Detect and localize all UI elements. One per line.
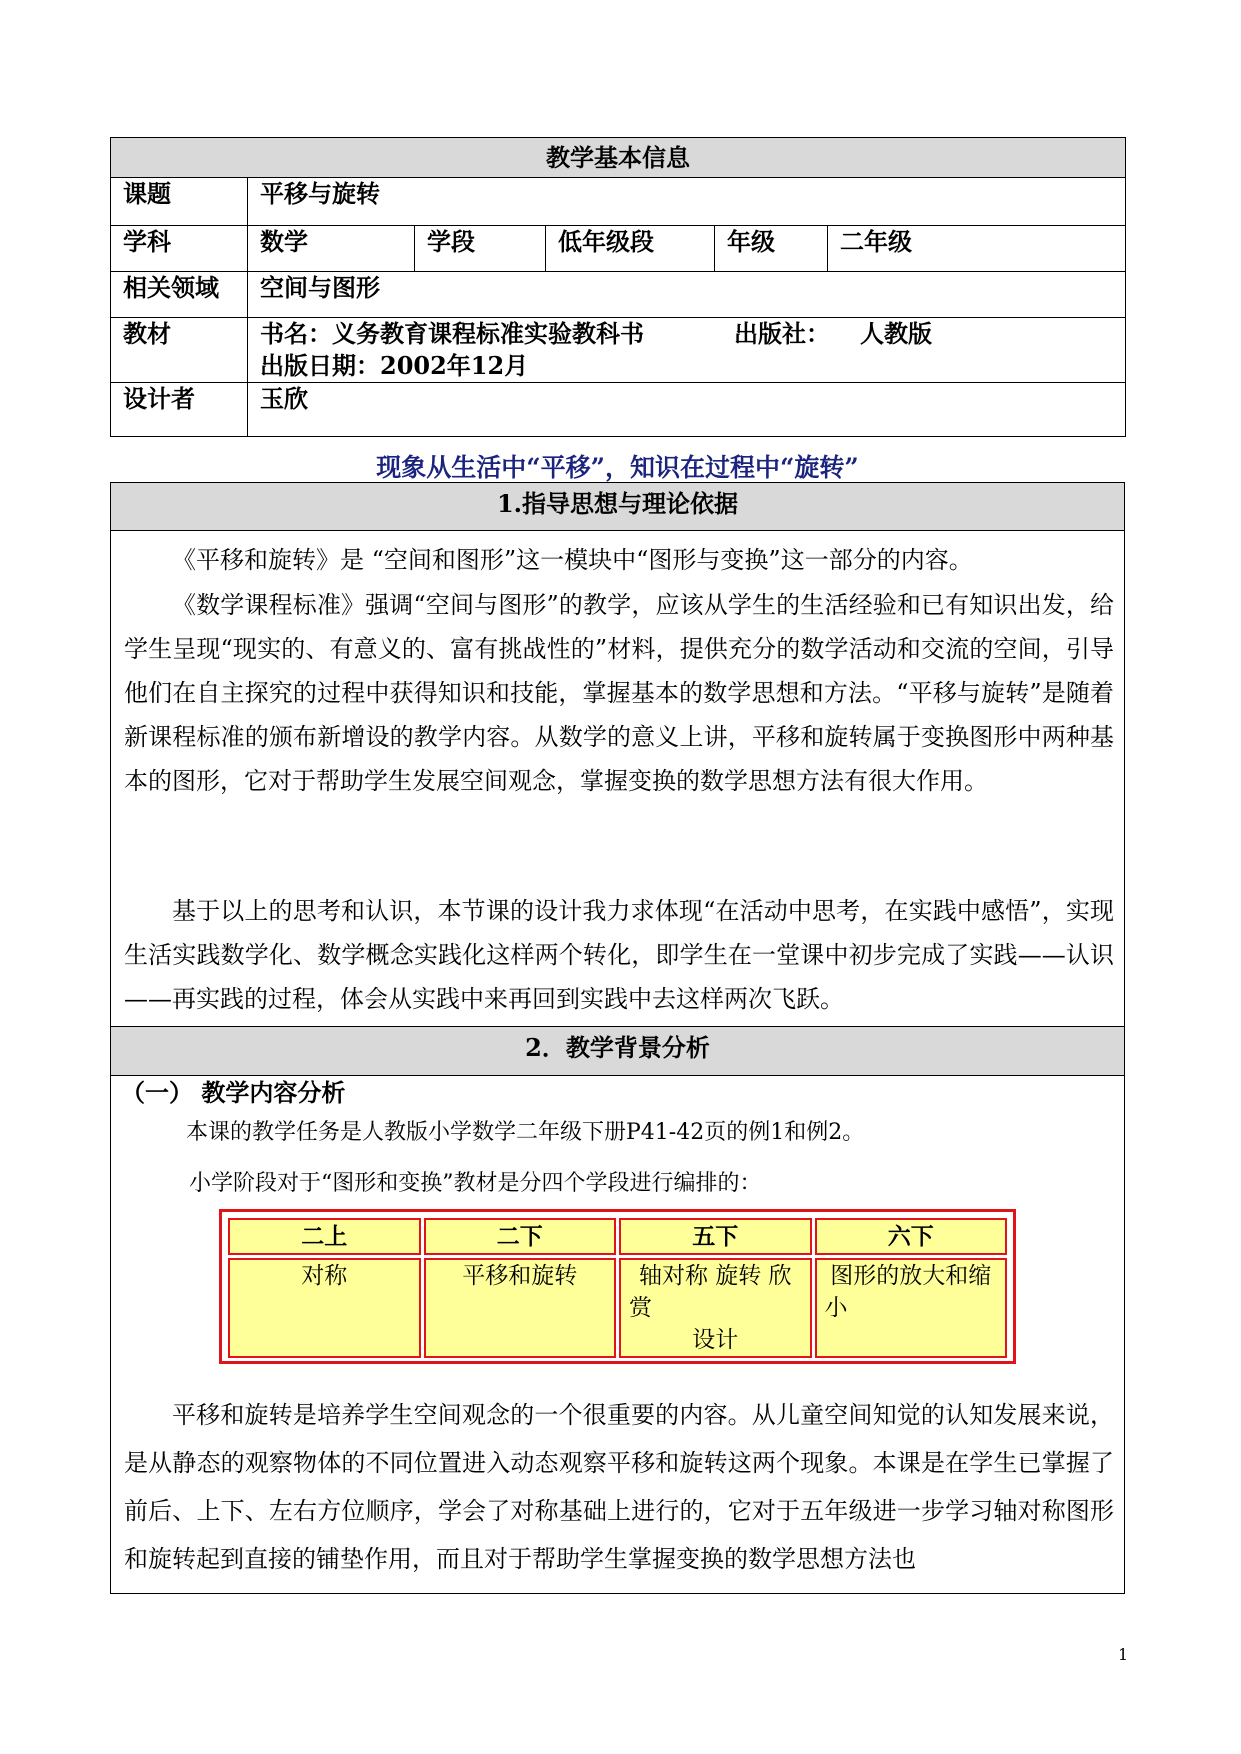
- stage-header: 六下: [815, 1218, 1008, 1255]
- grade-value: 二年级: [828, 226, 1126, 272]
- info-table-header: 教学基本信息: [111, 138, 1126, 178]
- section-2-paragraph: 平移和旋转是培养学生空间观念的一个很重要的内容。从儿童空间知觉的认知发展来说，是从静态的观察物体的不同位置进入动态观察平移和旋转这两个现象。本课是在学生已掌握了前后、上下、左右方位顺序，学会了对称基础上进行的，它对于五年级进一步学习轴对称图形和旋转起到直接的铺垫作用，而且对于帮助学生掌握变换的数学思想方法也: [124, 1401, 1114, 1573]
- topic-label: 课题: [111, 178, 248, 226]
- section-1-paragraph-1: 《平移和旋转》是 “空间和图形”这一模块中“图形与变换”这一部分的内容。: [172, 546, 973, 574]
- page-number: 1: [1118, 1645, 1129, 1664]
- section-1-title: 1.指导思想与理论依据: [111, 483, 1124, 531]
- subject-label: 学科: [111, 226, 248, 272]
- section-2-title: 2．教学背景分析: [111, 1026, 1124, 1076]
- book-name: 书名：义务教育课程标准实验教科书: [260, 319, 644, 348]
- section-1-paragraph-3: 基于以上的思考和认识，本节课的设计我力求体现“在活动中思考，在实践中感悟”，实现生活实践数学化、数学概念实践化这样两个转化，即学生在一堂课中初步完成了实践——认识——再实践的过程，体会从实践中来再回到实践中去这样两次飞跃。: [124, 897, 1114, 1013]
- content-line-1: 本课的教学任务是人教版小学数学二年级下册P41-42页的例1和例2。: [186, 1120, 865, 1145]
- textbook-label: 教材: [111, 318, 248, 383]
- stages-table: [219, 1209, 1016, 1364]
- stage-cell: 图形的放大和缩小: [815, 1258, 1008, 1358]
- designer-label: 设计者: [111, 383, 248, 437]
- textbook-value: [248, 318, 1126, 383]
- lesson-motto: 现象从生活中“平移”，知识在过程中“旋转”: [376, 453, 859, 482]
- subsection-title: （一） 教学内容分析: [121, 1078, 346, 1107]
- designer-value: 玉欣: [248, 383, 1126, 437]
- stage-header: 二上: [228, 1218, 421, 1255]
- stage-cell: 平移和旋转: [424, 1258, 617, 1358]
- stage-cell-text: 设计: [692, 1327, 739, 1353]
- content-frame: [110, 482, 1125, 1594]
- content-line-2: 小学阶段对于“图形和变换”教材是分四个学段进行编排的：: [189, 1171, 762, 1196]
- grade-label: 年级: [715, 226, 828, 272]
- stage-cell: [619, 1258, 812, 1358]
- stage-cell-text: 轴对称 旋转 欣赏: [629, 1263, 792, 1321]
- section-1-paragraph-2: 《数学课程标准》强调“空间与图形”的教学，应该从学生的生活经验和已有知识出发，给学生呈现“现实的、有意义的、富有挑战性的”材料，提供充分的数学活动和交流的空间，引导他们在自主探究的过程中获得知识和技能，掌握基本的数学思想和方法。“平移与旋转”是随着新课程标准的颁布新增设的教学内容。从数学的意义上讲，平移和旋转属于变换图形中两种基本的图形，它对于帮助学生发展空间观念，掌握变换的数学思想方法有很大作用。: [124, 591, 1114, 795]
- stage-value: 低年级段: [546, 226, 715, 272]
- domain-value: 空间与图形: [248, 272, 1126, 318]
- subject-value: 数学: [248, 226, 415, 272]
- stage-header: 五下: [619, 1218, 812, 1255]
- stage-header: 二下: [424, 1218, 617, 1255]
- publication-date: 出版日期：2002年12月: [260, 351, 529, 380]
- basic-info-table: [110, 137, 1126, 437]
- publisher-value: 人教版: [860, 319, 932, 348]
- stage-label: 学段: [415, 226, 546, 272]
- domain-label: 相关领域: [111, 272, 248, 318]
- topic-value: 平移与旋转: [248, 178, 1126, 226]
- stage-cell: 对称: [228, 1258, 421, 1358]
- publisher-label: 出版社：: [734, 319, 830, 348]
